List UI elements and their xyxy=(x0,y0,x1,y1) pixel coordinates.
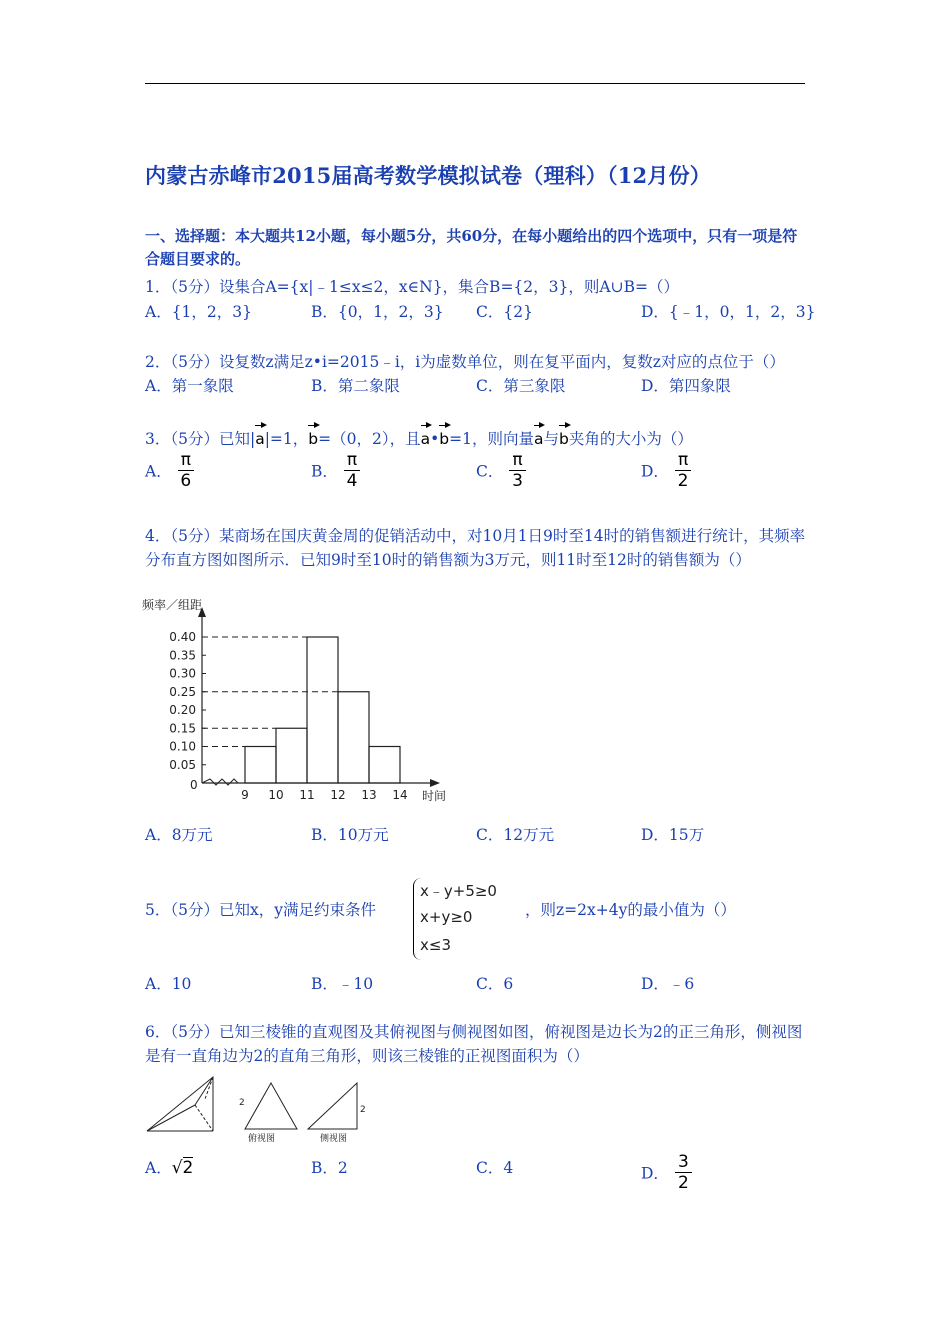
q3-mid2: =（0，2），且 xyxy=(318,430,421,448)
vector-b: b xyxy=(308,423,318,451)
question-3-options xyxy=(145,450,810,496)
x-tick-label: 13 xyxy=(361,788,377,802)
question-2-options xyxy=(145,374,810,400)
side-view-label: 侧视图 xyxy=(320,1134,348,1144)
pyramid-perspective-figure xyxy=(147,1077,213,1131)
top-view-figure xyxy=(245,1083,297,1129)
option-a: A．10 xyxy=(145,975,192,993)
option-b: B．﹣10 xyxy=(311,975,374,993)
vector-a: a xyxy=(534,423,544,451)
option-c: C．6 xyxy=(476,975,514,993)
option-a: A．第一象限 xyxy=(145,377,234,395)
option-d: D．﹣6 xyxy=(641,975,695,993)
option-c: C．第三象限 xyxy=(476,377,566,395)
option-a: A．{1，2，3} xyxy=(145,303,253,321)
x-tick-label: 11 xyxy=(299,788,315,802)
x-tick-label: 14 xyxy=(392,788,408,802)
question-3 xyxy=(145,423,810,451)
y-tick-label: 0.10 xyxy=(169,739,196,754)
option-c: C．12万元 xyxy=(476,826,555,844)
bar xyxy=(307,637,338,783)
question-5-prefix: 5．（5分）已知x，y满足约束条件 xyxy=(145,901,376,919)
x-axis-title: 时间 xyxy=(422,789,447,803)
option-b: B．第二象限 xyxy=(311,377,400,395)
axis-break xyxy=(202,779,238,785)
option-d: D． $\frac{\pi}{2}$ xyxy=(641,450,691,491)
constraint-1: x﹣y+5≥0 xyxy=(420,882,497,900)
histogram-chart xyxy=(140,595,460,805)
q3-prefix: 3．（5分）已知| xyxy=(145,430,256,448)
q3-suffix: 夹角的大小为（） xyxy=(568,430,693,448)
x-tick-label: 12 xyxy=(330,788,346,802)
question-4: 4．（5分）某商场在国庆黄金周的促销活动中，对10月1日9时至14时的销售额进行统计，其频率分布直方图如图所示．已知9时至10时的销售额为3万元，则11时至12时的销售额为（） xyxy=(145,527,806,569)
option-a: A．8万元 xyxy=(145,826,213,844)
pyramid-figures xyxy=(145,1075,385,1147)
option-d: D． $\frac{3}{2}$ xyxy=(641,1152,692,1193)
option-b: B．2 xyxy=(311,1159,348,1177)
question-1-options xyxy=(145,300,816,326)
question-1: 1．（5分）设集合A={x|﹣1≤x≤2，x∈N}，集合B={2，3}，则A∪B=（） xyxy=(145,278,679,296)
option-d: D．15万 xyxy=(641,826,705,844)
question-6-options xyxy=(145,1152,810,1192)
y-tick-label: 0.35 xyxy=(169,648,196,663)
constraint-system xyxy=(413,878,524,960)
y-axis-title: 频率／组距 xyxy=(142,598,203,612)
vector-a: a xyxy=(255,423,265,451)
top-view-label: 俯视图 xyxy=(248,1134,276,1144)
constraint-3: x≤3 xyxy=(420,936,451,954)
vector-b: b xyxy=(439,423,449,451)
vector-a: a xyxy=(421,423,431,451)
y-tick-label: 0.40 xyxy=(169,630,196,644)
constraint-2: x+y≥0 xyxy=(420,908,473,926)
y-tick-label: 0.05 xyxy=(169,757,196,772)
top-view-side-label: 2 xyxy=(239,1098,245,1108)
option-d: D．{﹣1，0，1，2，3} xyxy=(641,303,816,321)
origin-label: 0 xyxy=(190,778,198,792)
bar xyxy=(338,692,369,783)
option-c: C．4 xyxy=(476,1159,514,1177)
option-b: B．{0，1，2，3} xyxy=(311,303,444,321)
y-tick-label: 0.25 xyxy=(169,684,196,699)
q3-mid4: =1，则向量 xyxy=(449,430,534,448)
vector-b: b xyxy=(559,423,569,451)
question-2: 2．（5分）设复数z满足z•i=2015﹣i，i为虚数单位，则在复平面内，复数z对应的点位于（） xyxy=(145,353,785,371)
option-a: A．√2 xyxy=(145,1158,194,1178)
y-tick-label: 0.30 xyxy=(169,666,196,681)
question-5-options xyxy=(145,972,810,998)
y-tick-label: 0.20 xyxy=(169,703,196,717)
x-tick-label: 10 xyxy=(268,788,284,802)
option-b: B． $\frac{\pi}{4}$ xyxy=(311,450,360,491)
option-c: C．{2} xyxy=(476,303,533,321)
x-tick-label: 9 xyxy=(241,788,249,802)
side-view-side-label: 2 xyxy=(360,1105,366,1115)
q3-mid3: • xyxy=(430,430,440,448)
q3-mid1: |=1， xyxy=(264,430,309,448)
bar xyxy=(369,747,400,784)
x-axis-arrow xyxy=(430,779,440,787)
question-4-options xyxy=(145,823,810,849)
option-a: A． $\frac{\pi}{6}$ xyxy=(145,450,194,491)
section-heading: 一、选择题：本大题共12小题，每小题5分，共60分，在每小题给出的四个选项中，只有一项是符合题目要求的。 xyxy=(145,227,798,268)
side-view-figure xyxy=(308,1083,357,1129)
question-5-suffix: ，则z=2x+4y的最小值为（） xyxy=(525,901,736,919)
page-title: 内蒙古赤峰市2015届高考数学模拟试卷（理科）（12月份） xyxy=(145,163,711,188)
bar xyxy=(276,728,307,783)
option-b: B．10万元 xyxy=(311,826,389,844)
question-6: 6．（5分）已知三棱锥的直观图及其俯视图与侧视图如图，俯视图是边长为2的正三角形，侧视图是有一直角边为2的直角三角形，则该三棱锥的正视图面积为（） xyxy=(145,1023,803,1065)
q3-mid5: 与 xyxy=(543,430,559,448)
y-tick-label: 0.15 xyxy=(169,721,196,736)
option-d: D．第四象限 xyxy=(641,377,731,395)
header-rule xyxy=(145,83,805,84)
option-c: C． $\frac{\pi}{3}$ xyxy=(476,450,526,491)
bar xyxy=(245,747,276,784)
